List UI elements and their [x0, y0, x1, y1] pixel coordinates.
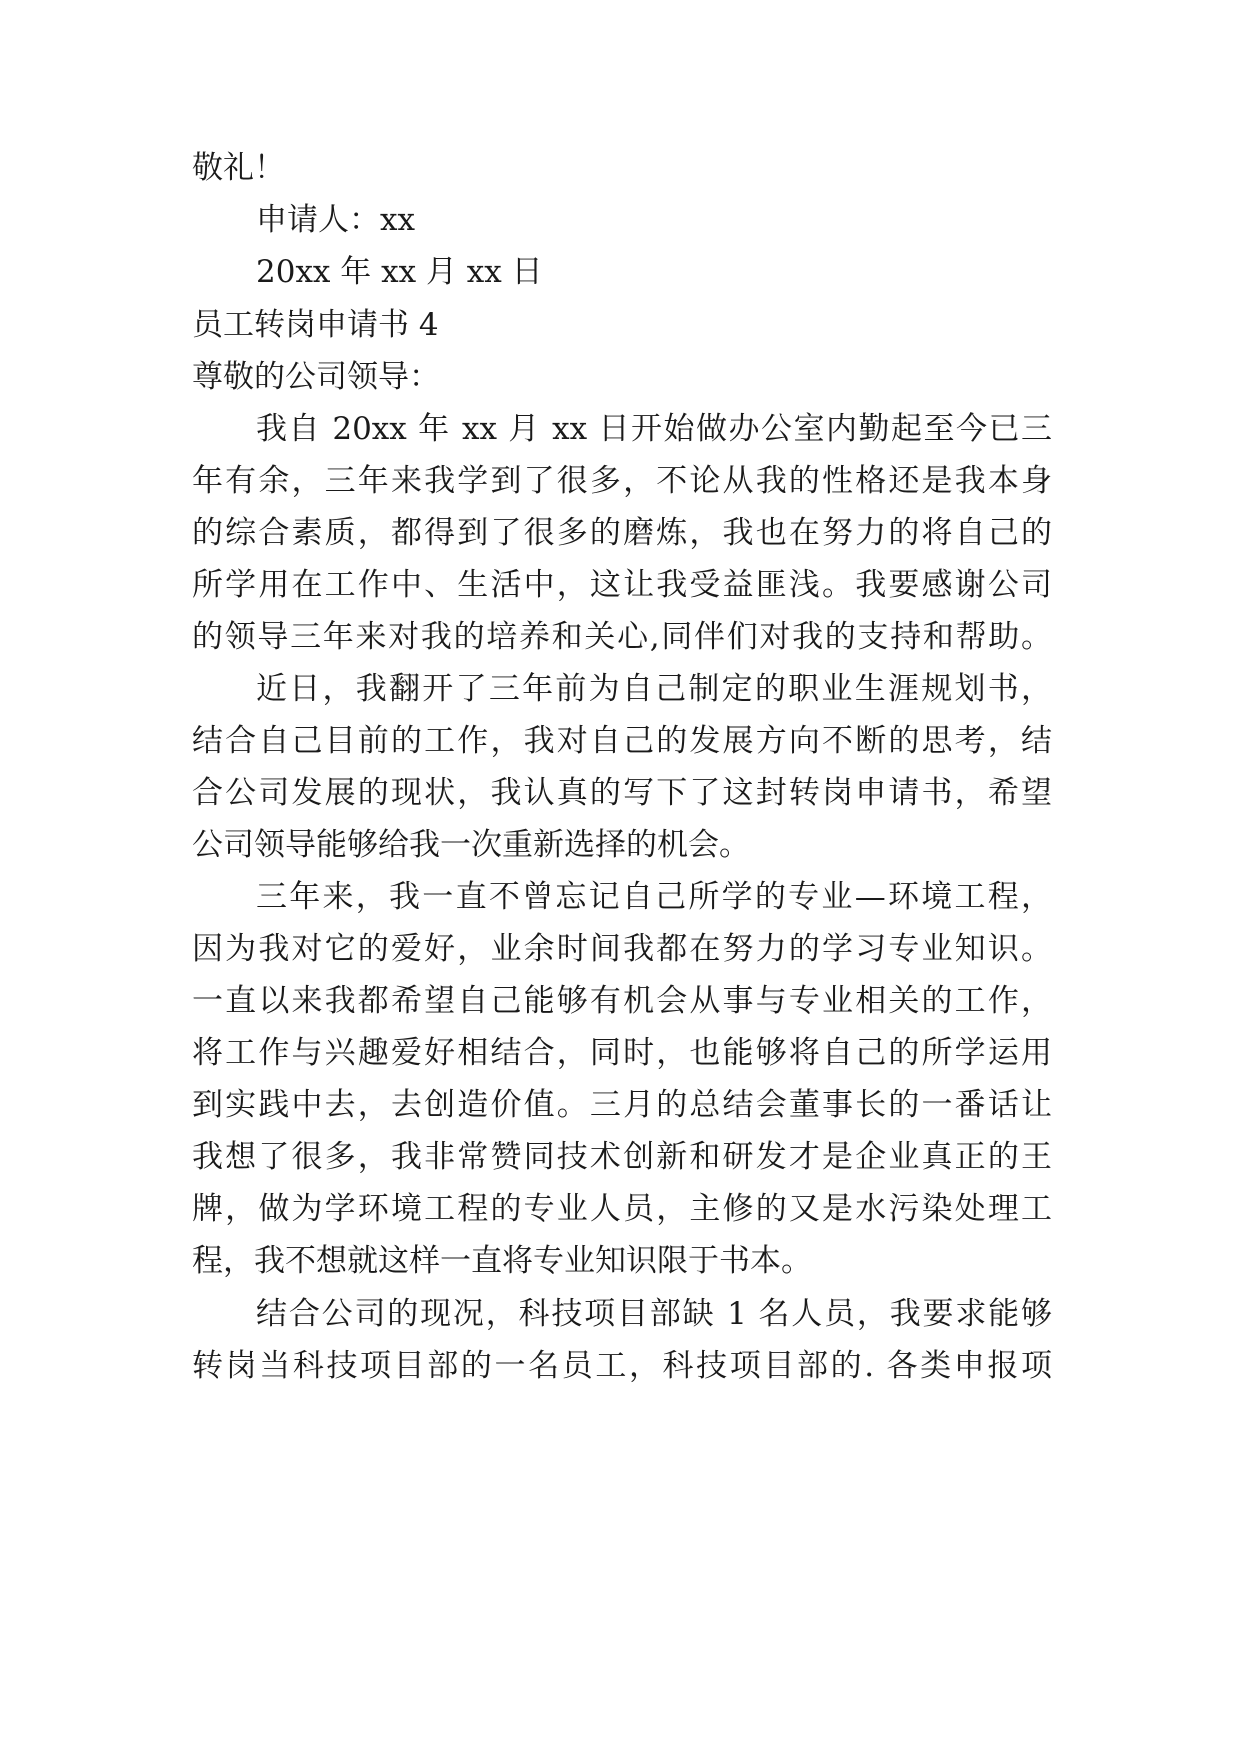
- paragraph-line: 一直以来我都希望自己能够有机会从事与专业相关的工作，: [192, 983, 1052, 1019]
- paragraph-line: 因为我对它的爱好，业余时间我都在努力的学习专业知识。: [192, 931, 1052, 967]
- paragraph-line: 近日，我翻开了三年前为自己制定的职业生涯规划书，: [256, 671, 1052, 707]
- paragraph-line: 三年来，我一直不曾忘记自己所学的专业—环境工程，: [256, 879, 1052, 915]
- paragraph-line: 所学用在工作中、生活中，这让我受益匪浅。我要感谢公司: [192, 567, 1052, 603]
- paragraph-line: 牌，做为学环境工程的专业人员，主修的又是水污染处理工: [192, 1191, 1052, 1227]
- date-line: 20xx 年 xx 月 xx 日: [256, 254, 543, 290]
- paragraph-line: 到实践中去，去创造价值。三月的总结会董事长的一番话让: [192, 1087, 1052, 1123]
- paragraph-line: 公司领导能够给我一次重新选择的机会。: [192, 827, 750, 863]
- paragraph-line: 年有余，三年来我学到了很多，不论从我的性格还是我本身: [192, 463, 1052, 499]
- paragraph-line: 转岗当科技项目部的一名员工，科技项目部的. 各类申报项: [192, 1348, 1052, 1384]
- greeting: 尊敬的公司领导：: [192, 359, 440, 395]
- applicant-line: 申请人：xx: [256, 202, 415, 238]
- paragraph-line: 的领导三年来对我的培养和关心,同伴们对我的支持和帮助。: [192, 619, 1052, 655]
- paragraph-line: 结合公司的现况，科技项目部缺 1 名人员，我要求能够: [256, 1296, 1052, 1332]
- paragraph-line: 我想了很多，我非常赞同技术创新和研发才是企业真正的王: [192, 1139, 1052, 1175]
- paragraph-line: 我自 20xx 年 xx 月 xx 日开始做办公室内勤起至今已三: [256, 411, 1052, 447]
- paragraph-line: 将工作与兴趣爱好相结合，同时，也能够将自己的所学运用: [192, 1035, 1052, 1071]
- paragraph-line: 程，我不想就这样一直将专业知识限于书本。: [192, 1243, 812, 1279]
- paragraph-line: 合公司发展的现状，我认真的写下了这封转岗申请书，希望: [192, 775, 1052, 811]
- section-title: 员工转岗申请书 4: [192, 307, 439, 343]
- paragraph-line: 结合自己目前的工作，我对自己的发展方向不断的思考，结: [192, 723, 1052, 759]
- paragraph-line: 的综合素质，都得到了很多的磨炼，我也在努力的将自己的: [192, 515, 1052, 551]
- closing-salutation: 敬礼！: [192, 150, 285, 186]
